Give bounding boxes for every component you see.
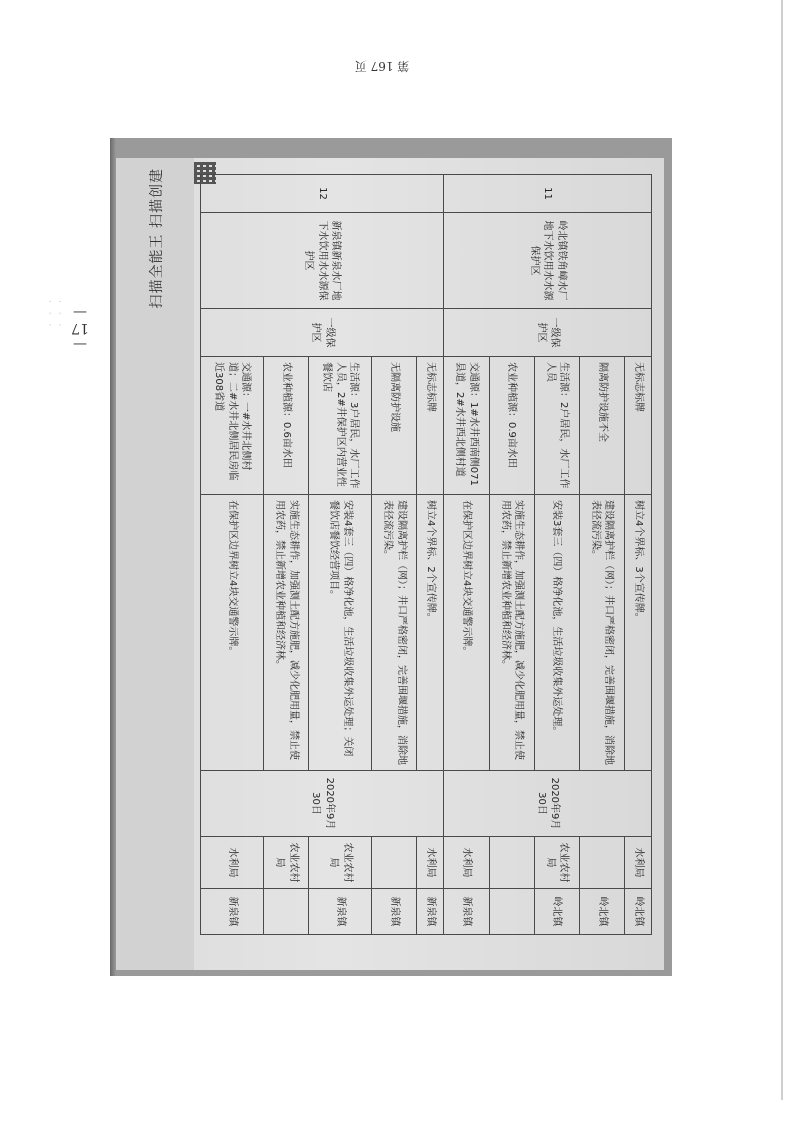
- responsible-town: 新泉镇: [417, 889, 444, 935]
- deadline: 2020年9月30日: [201, 771, 444, 837]
- scanner-label: 扫描全能王 扫描创建: [149, 168, 165, 309]
- lead-department: 水利局: [444, 837, 489, 889]
- row-number: 11: [444, 175, 652, 213]
- lead-department: 水利局: [417, 837, 444, 889]
- problem-status: 无标志标牌: [624, 357, 651, 495]
- rectification-measure: 树立4个界标、3个宣传牌。: [624, 495, 651, 771]
- responsible-town: 岭北镇: [624, 889, 651, 935]
- protection-level: 一级保护区: [201, 309, 444, 357]
- row-number: 12: [201, 175, 444, 213]
- source-area-name: 岭北镇铁角嶂水厂地下水饮用水水源保护区: [444, 213, 652, 309]
- problem-status: 交通源：一#水井北侧村道；二#水井北侧居民房临近308省道: [201, 357, 264, 495]
- rectification-table: [200, 174, 652, 935]
- rectification-measure: 在保护区边界树立4块交通警示牌。: [444, 495, 489, 771]
- page-edge-line: [781, 0, 783, 1100]
- problem-status: 生活源：2户居民，水厂工作人员: [534, 357, 579, 495]
- lead-department: 水利局: [201, 837, 264, 889]
- problem-status: 无标志标牌: [417, 357, 444, 495]
- problem-status: 生活源：3户居民，水厂工作人员，2#井保护区内营业性餐饮店: [309, 357, 372, 495]
- lead-department: [579, 837, 624, 889]
- page-footer-number: —17—: [71, 304, 89, 352]
- photographed-sheet: [71, 138, 672, 976]
- problem-status: 隔离防护设施不全: [579, 357, 624, 495]
- lead-department: 农业农村局: [534, 837, 579, 889]
- lead-department: [489, 837, 534, 889]
- rectification-measure: 建设隔离护栏（网）；井口严格密闭，完善围堰措施，消除地表径流污染。: [372, 495, 417, 771]
- responsible-town: 新泉镇: [309, 889, 372, 935]
- lead-department: 农业农村局: [264, 837, 309, 889]
- responsible-town: 新泉镇: [444, 889, 489, 935]
- rotated-table-layer: [71, 158, 664, 970]
- problem-status: 农业种植源：0.9亩水田: [489, 357, 534, 495]
- lead-department: [372, 837, 417, 889]
- rectification-measure: 在保护区边界树立4块交通警示牌。: [201, 495, 264, 771]
- protection-level: 一级保护区: [444, 309, 652, 357]
- binding-marks: · · · · · ·: [44, 300, 64, 330]
- responsible-town: 岭北镇: [579, 889, 624, 935]
- table-row: [417, 175, 444, 935]
- rectification-measure: 实施生态耕作，加强测土配方施肥，减少化肥用量，禁止使用农药，禁止新增农业种植和经济林。: [489, 495, 534, 771]
- rectification-measure: 建设隔离护栏（网）；井口严格密闭，完善围堰措施，消除地表径流污染。: [579, 495, 624, 771]
- responsible-town: 岭北镇: [534, 889, 579, 935]
- rectification-measure: 安装3套三（四）格净化池，生活垃圾收集外运处理。: [534, 495, 579, 771]
- sheet-paper: [71, 158, 664, 970]
- problem-status: 农业种植源：0.6亩水田: [264, 357, 309, 495]
- source-area-name: 新泉镇新泉水厂地下水饮用水水源保护区: [201, 213, 444, 309]
- table-row: [624, 175, 651, 935]
- responsible-town: [264, 889, 309, 935]
- responsible-town: 新泉镇: [372, 889, 417, 935]
- responsible-town: [489, 889, 534, 935]
- rectification-measure: 安装4套三（四）格净化池，生活垃圾收集外运处理；关闭餐饮店餐饮经营项目。: [309, 495, 372, 771]
- problem-status: 交通源：1#水井西南侧071县道，2#水井西北侧村道: [444, 357, 489, 495]
- page-number: 第 167 页: [354, 59, 410, 73]
- deadline: 2020年9月30日: [444, 771, 652, 837]
- rectification-measure: 实施生态耕作，加强测土配方施肥，减少化肥用量，禁止使用农药，禁止新增农业种植和经济林。: [264, 495, 309, 771]
- lead-department: 水利局: [624, 837, 651, 889]
- problem-status: 无隔离防护设施: [372, 357, 417, 495]
- rectification-measure: 树立4个界标、2个宣传牌。: [417, 495, 444, 771]
- lead-department: 农业农村局: [309, 837, 372, 889]
- responsible-town: 新泉镇: [201, 889, 264, 935]
